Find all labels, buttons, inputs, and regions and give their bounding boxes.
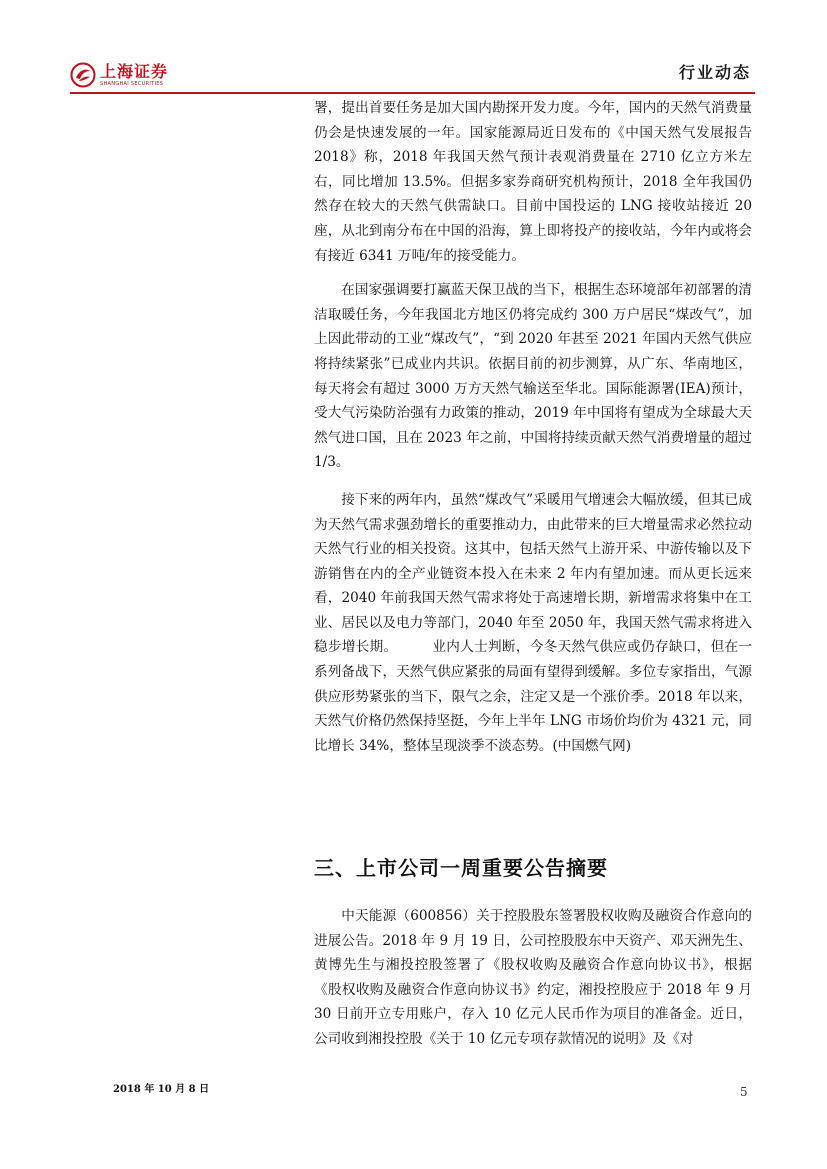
section-paragraph: 中天能源（600856）关于控股股东签署股权收购及融资合作意向的进展公告。2018 年 9 月 19 日，公司控股股东中天资产、邓天洲先生、黄博先生与湘投控股签署了《股权收购及融资合作意向协议书》，根据《股权收购及融资合作意向协议书》约定，湘投控股应于 2018 年 9 月 30 日前开立专用账户，存入 10 亿元人民币作为项目的准备金。近日，公司收到湘投控股《关于 10 亿元专项存款情况的说明》及《对 xyxy=(314,908,752,1047)
report-date: 2018 年 10 月 8 日 xyxy=(113,1084,210,1095)
paragraph-1: 署，提出首要任务是加大国内勘探开发力度。今年，国内的天然气消费量仍会是快速发展的一年。国家能源局近日发布的《中国天然气发展报告 2018》称，2018 年我国天然气预计表观消费量在 2710 亿立方米左右，同比增加 13.5%。但据多家券商研究机构预计，2018 全年我国仍然存在较大的天然气供需缺口。目前中国投运的 LNG 接收站接近 20 座，从北到南分布在中国的沿海，算上即将投产的接收站，今年内或将会有接近 6341 万吨/年的接受能力。 xyxy=(314,100,752,264)
section-body xyxy=(314,904,752,1052)
page-header xyxy=(0,0,827,100)
logo-emblem-icon xyxy=(70,62,96,88)
logo-english-name: SHANGHAI SECURITIES xyxy=(100,80,164,87)
logo-chinese-name: 上海证券 xyxy=(100,61,169,81)
header-divider xyxy=(70,92,755,94)
company-logo xyxy=(70,62,168,88)
paragraph-2: 在国家强调要打赢蓝天保卫战的当下，根据生态环境部年初部署的清洁取暖任务，今年我国北方地区仍将完成约 300 万户居民“煤改气”，加上因此带动的工业“煤改气”，“到 2020 年甚至 2021 年国内天然气供应将持续紧张”已成业内共识。依据目前的初步测算，从广东、华南地区，每天将会有超过 3000 万方天然气输送至华北。国际能源署(IEA)预计，受大气污染防治强有力政策的推动，2019 年中国将有望成为全球最大天然气进口国，且在 2023 年之前，中国将持续贡献天然气消费增量的超过 1/3。 xyxy=(314,282,752,471)
page-number: 5 xyxy=(740,1085,748,1099)
paragraph-3: 接下来的两年内，虽然“煤改气”采暖用气增速会大幅放缓，但其已成为天然气需求强劲增长的重要推动力，由此带来的巨大增量需求必然拉动天然气行业的相关投资。这其中，包括天然气上游开采、中游传输以及下游销售在内的全产业链资本投入在未来 2 年内有望加速。而从更长远来看，2040 年前我国天然气需求将处于高速增长期，新增需求将集中在工业、居民以及电力等部门，2040 年至 2050 年，我国天然气需求将进入稳步增长期。 业内人士判断，今冬天然气供应或仍存缺口，但在一系列备战下，天然气供应紧张的局面有望得到缓解。多位专家指出，气源供应形势紧张的当下，限气之余，注定又是一个涨价季。2018 年以来，天然气价格仍然保持坚挺，今年上半年 LNG 市场价均价为 4321 元，同比增长 34%，整体呈现淡季不淡态势。(中国燃气网) xyxy=(314,491,752,754)
section-heading: 三、上市公司一周重要公告摘要 xyxy=(314,856,608,880)
body-text xyxy=(314,96,752,758)
report-type-label: 行业动态 xyxy=(678,63,751,82)
